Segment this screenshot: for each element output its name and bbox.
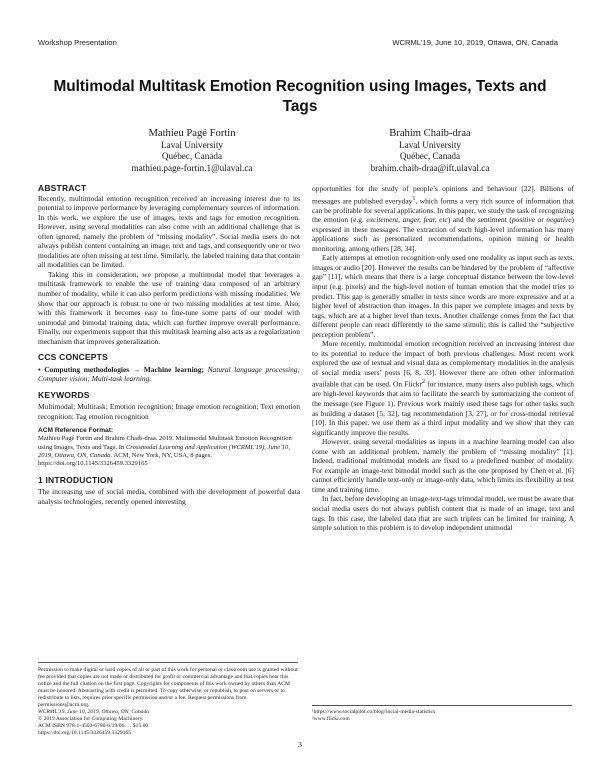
emphasis-span: excitement, anger, fear, etc — [366, 215, 448, 225]
footnote-ref-2: 2 — [421, 378, 426, 386]
text-span: ) and the sentiment ( — [447, 215, 512, 225]
doi-line: https://doi.org/10.1145/3326459.3329165 — [38, 730, 132, 736]
text-span: opportunities for the study of people’s opinions and behaviour [22]. Billions of messages are published everyday — [312, 184, 574, 206]
abstract-paragraph-2: Taking this in consideration, we propose a multimodal model that leverages a multitask framework to enable the use of training data composed of an arbitrary number of modality, while it can also perform predictions with missing modalities. We show that our approach is robust to one or two missing modalities at test time. Also, with this framework it becomes easy to fine-tune some parts of our model with unimodal and bimodal training data, which can further improve overall performance. Finally, our experiments support that this multitask learning also acts as a regularization mechanism that improves generalization. — [38, 269, 300, 346]
intro-paragraph-1: The increasing use of social media, combined with the development of powerful data analysis technologies, recently opened interesting — [38, 487, 300, 506]
text-span: More recently, multimodal emotion recognition received an increasing interest due to its potential to reduce the impact of both previous challenges. Most recent work explored the use of textual and visual data as complementary modalities in the analysis of social media users’ posts [6, 8, 33]. However there are often other information available that can be used. On Flickr — [312, 339, 574, 389]
emphasis-span: positive — [511, 215, 535, 225]
author-email: brahim.chaib-draa@ift.ulaval.ca — [370, 162, 490, 173]
intro-paragraph-5: In fact, before developing an image-text-tags trimodal model, we must be aware that social media users do not always publish content that is made of an image, text and tags. In this case, the labeled data that are such triplets can be limited for training. A simple solution to this problem is to develop independent unimodal — [312, 494, 574, 533]
ccs-bold: • Computing methodologies → Machine learning; — [38, 364, 204, 374]
paper-title: Multimodal Multitask Emotion Recognition using Images, Texts and Tags — [53, 78, 547, 115]
intro-paragraph-2: Early attempts at emotion recognition only used one modality as input such as texts, images or audio [20]. However the results can be hindered by the problem of “affective gap” [11], which means that there is a large conceptual distance between the low-level input (e.g. pixels) and the high-level notion of human emotion that the model tries to predict. This gap is generally smaller in texts since words are more expressive and at a higher level of abstraction than images. In this paper we complete images and texts by tags, which are at a higher level than texts. Another challenge comes from the fact that different people can react differently to the same stimuli; this is called the “subjective perception problem”. — [312, 253, 574, 339]
isbn-line: ACM ISBN 978-1-4503-6780-6/19/06. . . $15.00 — [38, 723, 149, 729]
running-header-right: WCRML'19, June 10, 2019, Ottawa, ON, Canada — [392, 38, 558, 47]
permission-block — [38, 662, 298, 737]
ccs-italic: Natural language processing; Computer vision; Multi-task learning. — [38, 364, 300, 384]
keywords-text: Multimodal; Multitask; Emotion recognition; Image emotion recognition; Text emotion recognition; Tag emotion recognition — [38, 402, 300, 422]
keywords-heading: KEYWORDS — [38, 389, 90, 400]
text-span: for instance, many users also publish tags, which are high-level keywords that aim to facilitate the search by summarizing the content of the message (see Figure 1). Previous work mainly used these tags for other tasks such as building a dataset [5, 32], tag recommendation [3, 27], or for cross-modal retrieval [10]. In this paper, we use them as a third input modality and we show that they can significantly improve the results. — [312, 379, 575, 437]
page-number: 3 — [298, 740, 302, 749]
text-span: , which forms a very rich source of information that can be profitable for several applications. In this paper, we study the task of recognizing the emotion (e.g. — [312, 196, 574, 225]
acm-reference-text — [38, 435, 300, 469]
footnote-2: ²www.flickr.com — [312, 716, 350, 723]
intro-paragraph-4: However, using several modalities as inputs in a machine learning model can also come with an additional problem, namely the problem of “missing modality” [1]. Indeed, traditional multimodal models are fixed to a predefined number of modality. For example an image-text bimodal model such as the one proposed by Chen et al. [6] cannot efficiently handle text-only or image-only data, which limits its flexibility at test time and training time. — [312, 437, 574, 494]
intro-paragraph-1-cont — [312, 184, 574, 253]
running-header-left: Workshop Presentation — [38, 38, 117, 47]
permission-venue-text: WCRML'19, June 10, 2019, Ottawa, ON, Canada — [38, 709, 150, 715]
author-affiliation: Laval University — [399, 140, 461, 150]
permission-text: Permission to make digital or hard copies of all or part of this work for personal or classroom use is granted without fee provided that copies are not made or distributed for profit or commercial advantage and that copies bear this notice and the full citation on the first page. Copyrights for components of this work owned by others than ACM must be honored. Abstracting with credit is permitted. To copy otherwise, or republish, to post on servers or to redistribute to lists, requires prior specific permission and/or a fee. Request permissions from permissions@acm.org. — [38, 667, 298, 708]
permission-venue — [38, 709, 298, 716]
author-block-2 — [310, 127, 550, 174]
footnote-1: ¹https://www.socialpilot.co/blog/social-media-statistics — [312, 709, 436, 715]
acm-reference-venue: Crossmodal Learning and Application (WCRML'19), June 10, 2019, Ottawa, ON, Canada. — [38, 443, 290, 459]
text-span: ) expressed in these messages. The extraction of such high-level information has many applications such as personalized recommendations, opinion mining or health monitoring, among others [28, 34]. — [312, 215, 574, 253]
abstract-heading: ABSTRACT — [38, 183, 87, 193]
copyright-line: © 2019 Association for Computing Machinery. — [38, 716, 144, 722]
acm-reference-rest: ACM, New York, NY, USA, 8 pages. https://doi.org/10.1145/3326459.3329165 — [38, 451, 212, 468]
author-location: Québec, Canada — [399, 151, 461, 162]
right-column — [312, 184, 574, 533]
ccs-heading: CCS CONCEPTS — [38, 352, 108, 363]
author-email: mathieu.page-fortin.1@ulaval.ca — [131, 162, 253, 173]
footnotes — [312, 705, 572, 723]
text-span: or — [534, 215, 547, 225]
footnote-ref-1: 1 — [412, 194, 416, 202]
author-name: Mathieu Pagé Fortin — [148, 128, 236, 139]
author-affiliation: Laval University — [161, 140, 223, 150]
abstract-paragraph-1: Recently, multimodal emotion recognition received an increasing interest due to its potential to improve performance by leveraging complementary sources of information. In this work, we explore the use of images, texts and tags for emotion recognition. However, using several modalities can also come with an additional challenge that is often ignored, namely the problem of “missing modality”. Social media users do not always publish content containing an image, text and tags, and consequently one or two modalities are often missing at test time. Similarly, the labeled training data that contain all modalities can be limited. — [38, 193, 300, 270]
left-column — [38, 184, 300, 506]
author-block-1 — [72, 127, 312, 174]
acm-reference-authors: Mathieu Pagé Fortin and Brahim Chaib-draa. 2019. Multimodal Multitask Emotion Recognition using Images, Texts and Tags. In — [38, 435, 292, 451]
intro-paragraph-3 — [312, 339, 574, 437]
emphasis-span: negative — [546, 215, 572, 225]
author-location: Québec, Canada — [161, 151, 223, 162]
ccs-text — [38, 365, 300, 384]
author-name: Brahim Chaib-draa — [389, 128, 471, 139]
intro-heading: 1 INTRODUCTION — [38, 474, 114, 485]
acm-reference-heading: ACM Reference Format: — [38, 426, 114, 434]
